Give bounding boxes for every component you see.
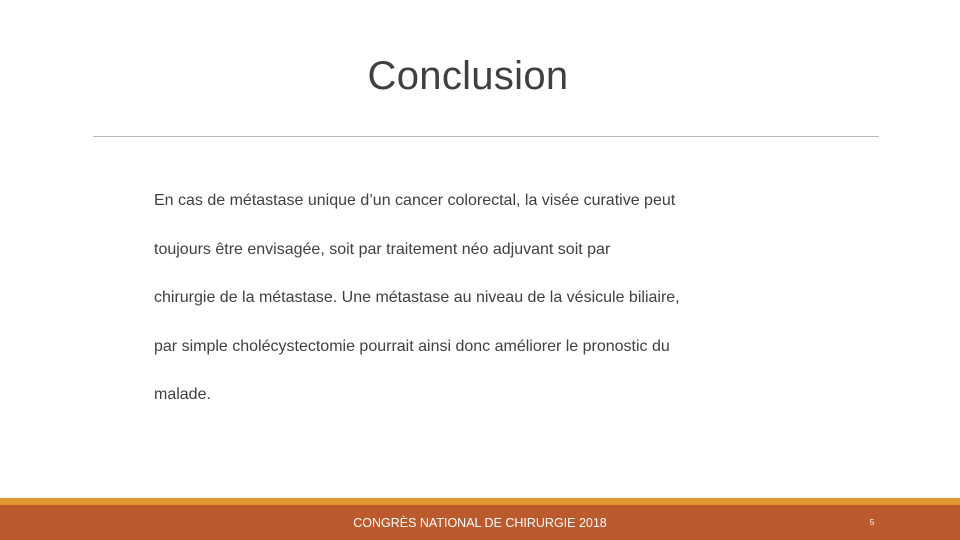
footer-accent-stripe	[0, 498, 960, 505]
slide-title: Conclusion	[367, 54, 569, 98]
body-line: toujours être envisagée, soit par traitement néo adjuvant soit par	[154, 240, 611, 258]
body-text	[154, 177, 794, 420]
body-line: malade.	[154, 386, 211, 403]
body-line: En cas de métastase unique d’un cancer colorectal, la visée curative peut	[154, 192, 676, 209]
title-divider	[93, 136, 879, 137]
footer-text: CONGRÈS NATIONAL DE CHIRURGIE 2018	[353, 516, 607, 530]
body-line: chirurgie de la métastase. Une métastase au niveau de la vésicule biliaire,	[154, 289, 680, 306]
body-line: par simple cholécystectomie pourrait ainsi donc améliorer le pronostic du	[154, 337, 670, 355]
page-number: 5	[869, 518, 875, 527]
